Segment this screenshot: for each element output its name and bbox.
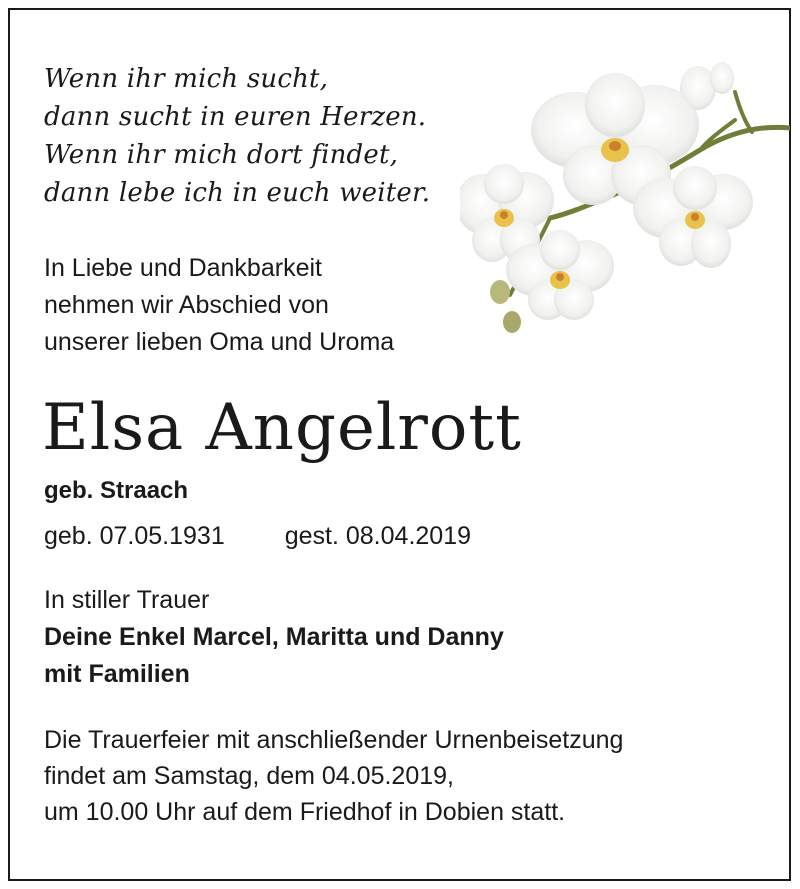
ceremony-line: findet am Samstag, dem 04.05.2019, [44, 762, 454, 790]
intro-line: In Liebe und Dankbarkeit [44, 254, 322, 282]
poem-line: Wenn ihr mich sucht, [44, 64, 329, 94]
ceremony-line: Die Trauerfeier mit anschließender Urnenbeisetzung [44, 726, 624, 754]
poem [44, 60, 430, 212]
orchid-illustration [460, 40, 790, 340]
death-date: gest. 08.04.2019 [284, 522, 472, 550]
intro-text [44, 250, 394, 361]
intro-line: nehmen wir Abschied von [44, 291, 329, 319]
life-dates [44, 518, 471, 554]
intro-line: unserer lieben Oma und Uroma [44, 328, 395, 356]
poem-line: dann sucht in euren Herzen. [44, 102, 427, 132]
mourners [44, 582, 504, 693]
birth-date: geb. 07.05.1931 [44, 522, 225, 550]
maiden-name: geb. Straach [44, 477, 189, 504]
ceremony-details [44, 722, 623, 830]
mourners-line: mit Familien [44, 660, 190, 688]
mourners-intro: In stiller Trauer [44, 586, 210, 614]
deceased-name: Elsa Angelrott [42, 391, 522, 465]
ceremony-line: um 10.00 Uhr auf dem Friedhof in Dobien statt. [44, 798, 566, 826]
poem-line: Wenn ihr mich dort findet, [44, 140, 399, 170]
poem-line: dann lebe ich in euch weiter. [44, 178, 431, 208]
mourners-line: Deine Enkel Marcel, Maritta und Danny [44, 623, 504, 651]
